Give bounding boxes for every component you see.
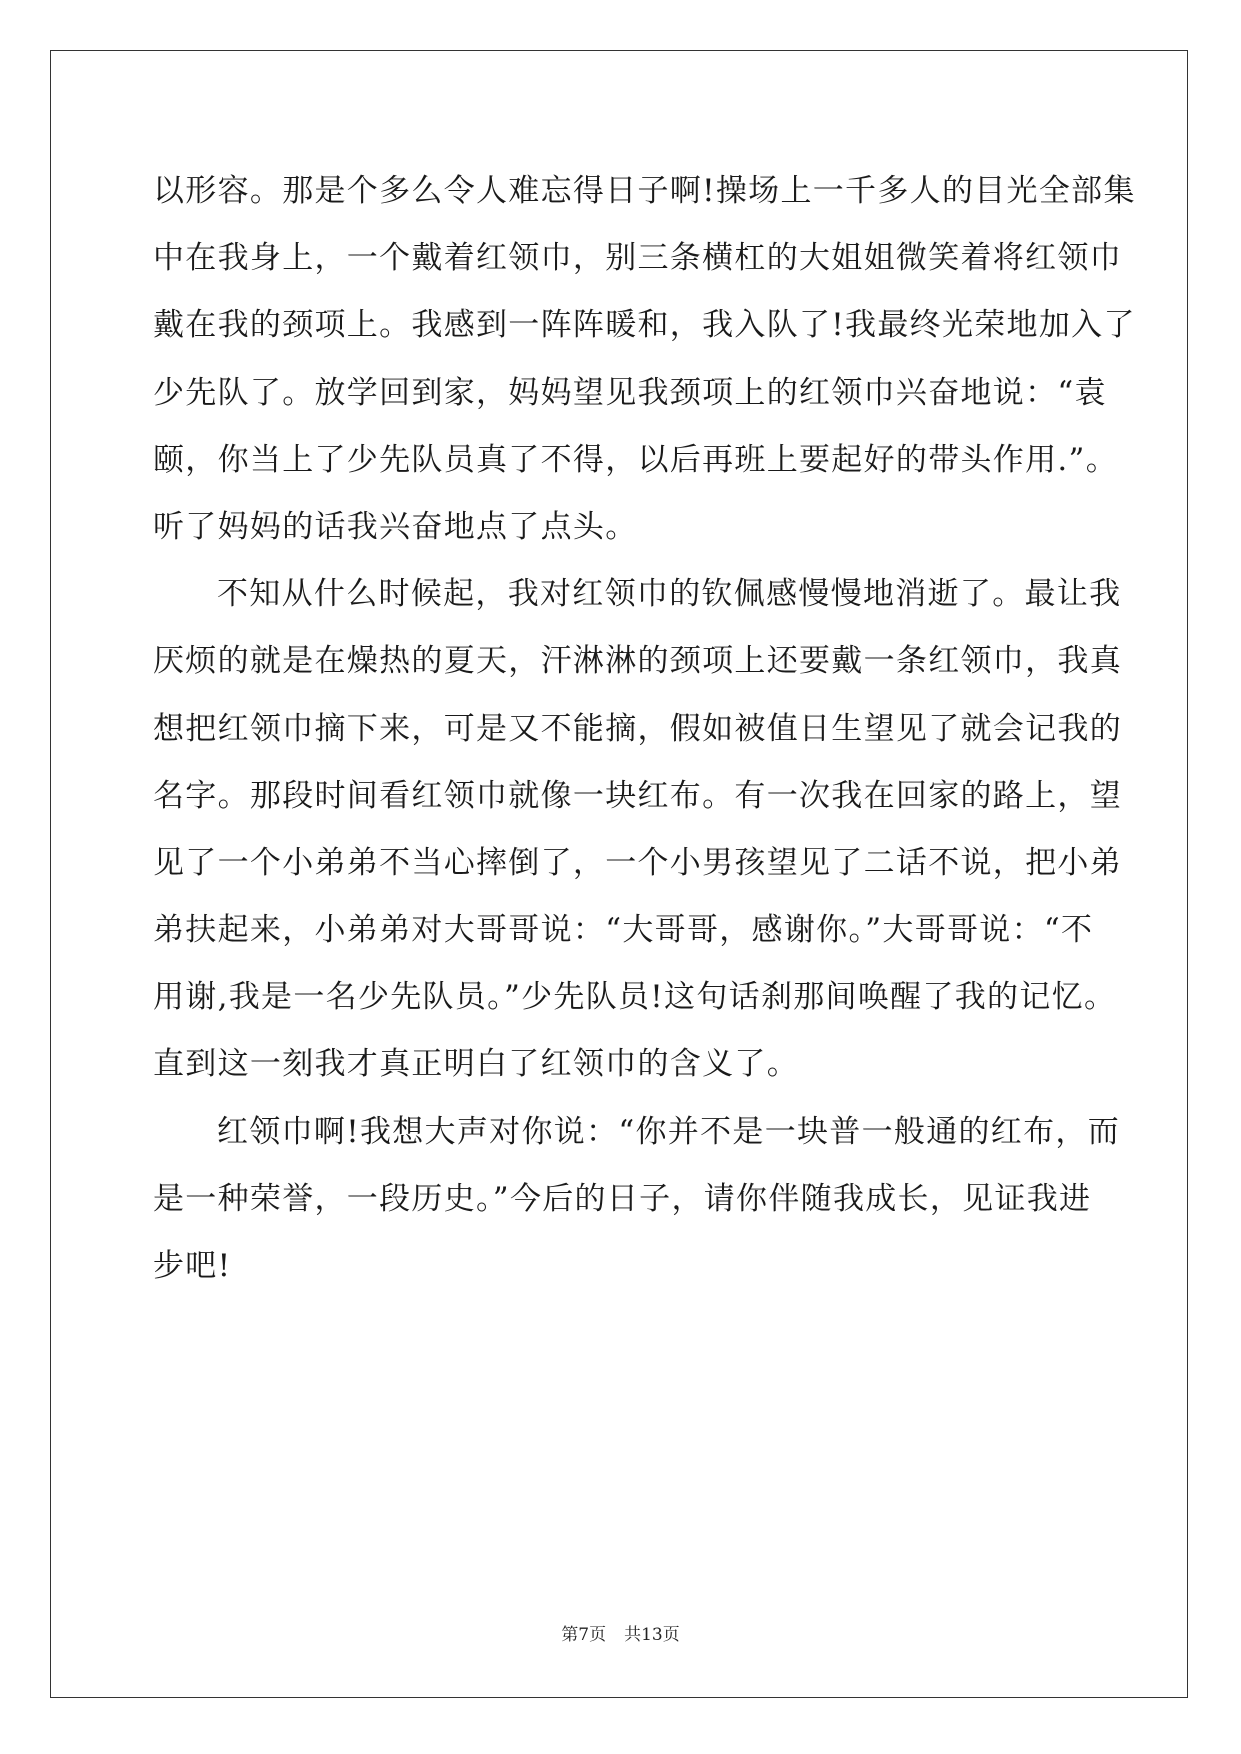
text-line: 不知从什么时候起，我对红领巾的钦佩感慢慢地消逝了。最让我 [217, 576, 1122, 613]
text-line: 以形容。那是个多么令人难忘得日子啊!操场上一千多人的目光全部集 [153, 173, 1136, 209]
text-line: 直到这一刻我才真正明白了红领巾的含义了。 [153, 1046, 799, 1083]
text-line: 颐，你当上了少先队员真了不得，以后再班上要起好的带头作用.”。 [153, 441, 1118, 478]
text-line: 听了妈妈的话我兴奋地点了点头。 [153, 508, 638, 545]
text-line: 用谢,我是一名少先队员。”少先队员!这句话刹那间唤醒了我的记忆。 [153, 979, 1117, 1016]
page-total: 共13页 [624, 1625, 680, 1645]
document-body [153, 158, 1136, 1300]
text-line: 中在我身上，一个戴着红领巾，别三条横杠的大姐姐微笑着将红领巾 [153, 240, 1122, 277]
text-line: 红领巾啊!我想大声对你说：“你并不是一块普一般通的红布，而 [217, 1113, 1121, 1150]
text-line: 是一种荣誉，一段历史。”今后的日子，请你伴随我成长，见证我进 [153, 1180, 1092, 1217]
text-line: 见了一个小弟弟不当心摔倒了，一个小男孩望见了二话不说，把小弟 [153, 844, 1122, 881]
page-footer [0, 1620, 1241, 1645]
text-line: 弟扶起来，小弟弟对大哥哥说：“大哥哥，感谢你。”大哥哥说：“不 [153, 912, 1094, 949]
text-line: 少先队了。放学回到家，妈妈望见我颈项上的红领巾兴奋地说：“袁 [153, 374, 1107, 411]
text-line: 步吧! [153, 1248, 232, 1284]
text-line: 厌烦的就是在燥热的夏天，汗淋淋的颈项上还要戴一条红领巾，我真 [153, 643, 1122, 680]
text-line: 想把红领巾摘下来，可是又不能摘，假如被值日生望见了就会记我的 [153, 710, 1122, 747]
page-number: 第7页 [561, 1625, 607, 1645]
text-line: 戴在我的颈项上。我感到一阵阵暖和，我入队了!我最终光荣地加入了 [153, 307, 1136, 344]
text-line: 名字。那段时间看红领巾就像一块红布。有一次我在回家的路上，望 [153, 777, 1122, 814]
